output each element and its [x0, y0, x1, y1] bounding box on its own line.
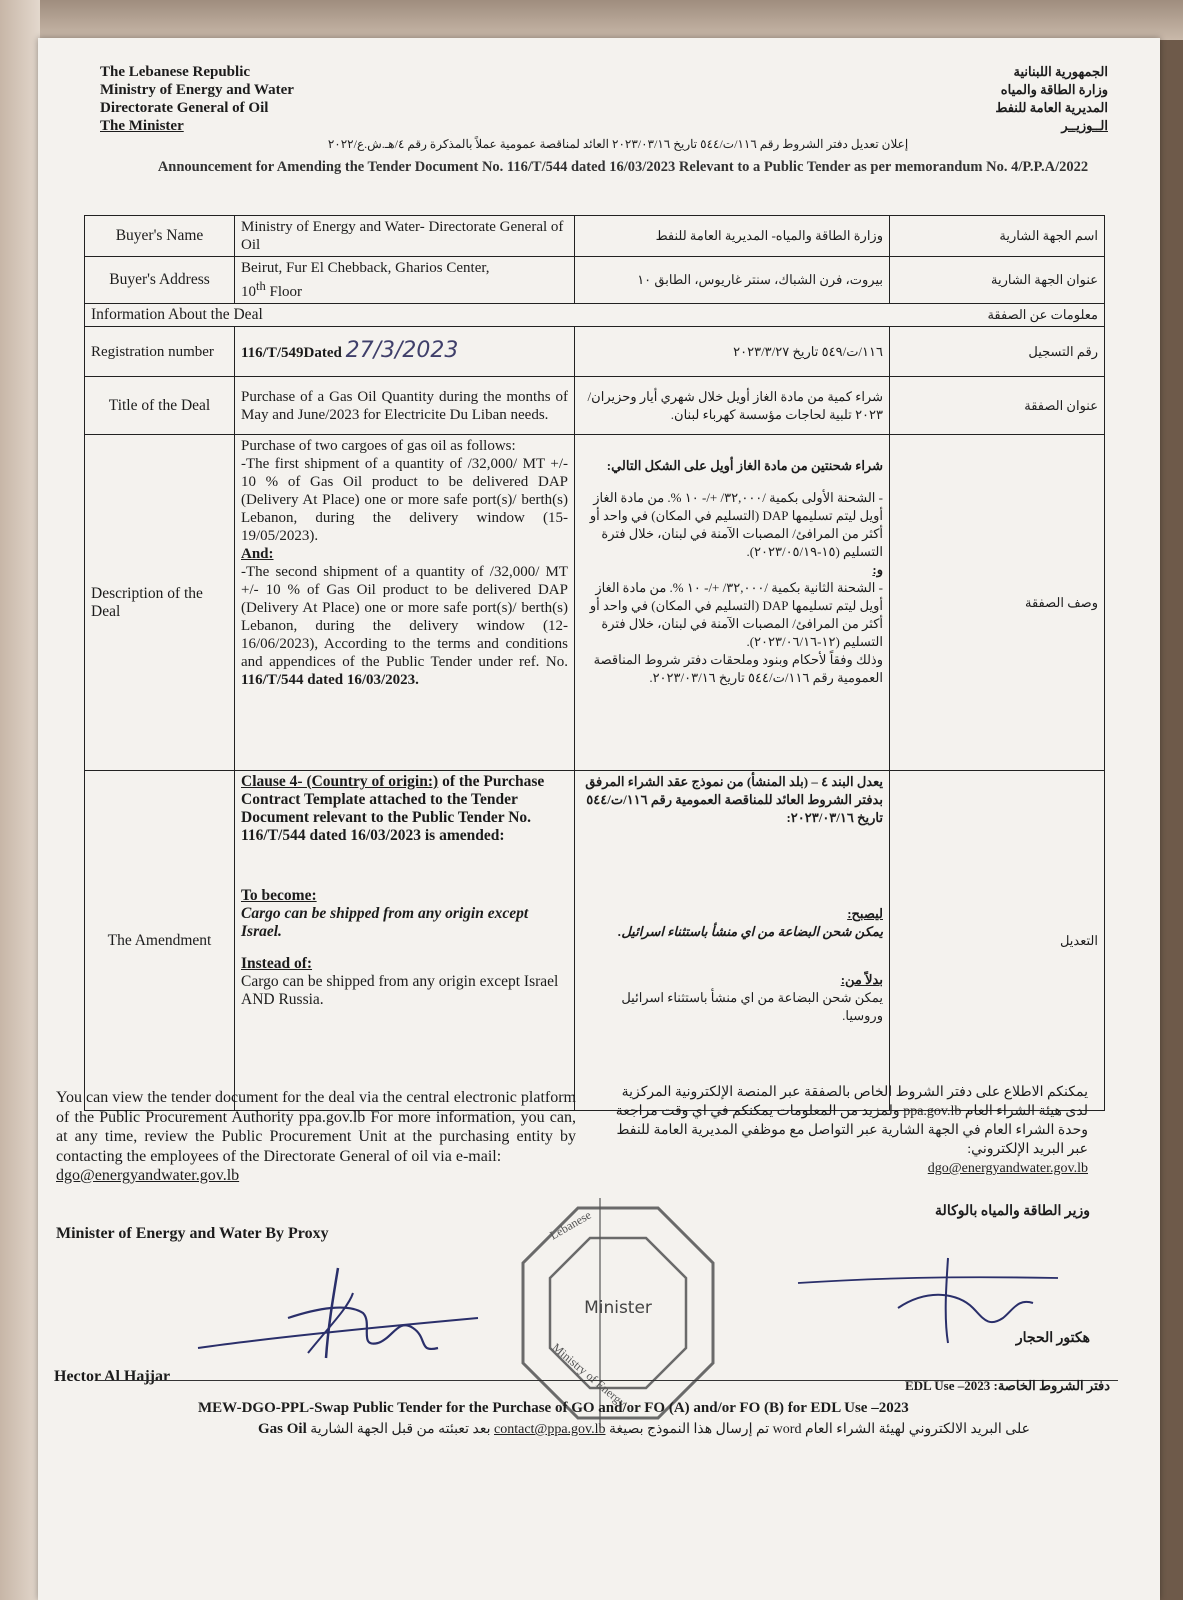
amendment-instead-label: Instead of:: [241, 955, 313, 972]
minister-title-ar: وزير الطاقة والمياه بالوكالة: [935, 1204, 1090, 1219]
header-minister: The Minister: [100, 118, 184, 134]
doc-reference: MEW-DGO-PPL-Swap Public Tender for the Purchase of GO and/or FO (A) and/or FO (B) for EDL Use –2023: [198, 1400, 909, 1416]
amendment-ar-instead-label: بدلاً من:: [840, 972, 883, 987]
description-label-ar: وصف الصفقة: [890, 435, 1105, 771]
amendment-instead-text: Cargo can be shipped from any origin except Israel AND Russia.: [241, 973, 559, 1008]
description-intro: Purchase of two cargoes of gas oil as follows:: [241, 438, 516, 454]
amendment-clause: [241, 773, 568, 845]
amendment-label: The Amendment: [85, 771, 235, 1111]
amendment-ar-instead-text: يمكن شحن البضاعة من اي منشأ باستثناء اسرائيل وروسيا.: [621, 990, 883, 1023]
registration-date-handwritten: 27/3/2023: [345, 337, 459, 363]
doc-reference-ar: دفتر الشروط الخاصة: 2023– EDL Use: [905, 1378, 1110, 1393]
description-first-shipment: -The first shipment of a quantity of /32,000/ MT +/- 10 % of Gas Oil product to be delivered DAP (Delivery At Place) one or more safe port(s)/ berth(s) Lebanon, during the delivery window (15-19/05/2023).: [241, 456, 568, 544]
minister-name-ar: هكتور الحجار: [1015, 1331, 1090, 1346]
stamp-top-text: Lebanese: [547, 1207, 594, 1243]
buyer-name-value: Ministry of Energy and Water- Directorate General of Oil: [235, 216, 575, 257]
buyer-address-floor-suffix: th: [256, 279, 266, 293]
description-ar-second: - الشحنة الثانية بكمية /٣٢,٠٠٠/ +/- ١٠ %. من مادة الغاز أويل ليتم تسليمها DAP (التسليم في المكان) في واحد أو أكثر من المرافئ/ المصبات الآمنة في لبنان، خلال فترة التسليم (١٢-٢٠٢٣/٠٦/١٦).: [589, 580, 883, 649]
background-left: [0, 0, 40, 1600]
header-ar-minister: الــوزيــر: [1061, 118, 1108, 133]
announcement-english: Announcement for Amending the Tender Document No. 116/T/544 dated 16/03/2023 Relevant to a Public Tender as per memorandum No. 4/P.P.A/2022: [157, 159, 1089, 175]
registration-dated: Dated: [303, 344, 342, 361]
document-page: [38, 38, 1160, 1600]
buyer-address-floor: Floor: [265, 284, 302, 300]
header-ar-ministry: وزارة الطاقة والمياه: [1000, 82, 1108, 97]
footer-ar-email[interactable]: dgo@energyandwater.gov.lb: [927, 1161, 1088, 1176]
minister-name: Hector Al Hajjar: [54, 1368, 171, 1385]
amendment-value-ar: [575, 771, 890, 1111]
row-description: [85, 435, 1105, 771]
title-value: Purchase of a Gas Oil Quantity during the months of May and June/2023 for Electricite Du Liban needs.: [235, 377, 575, 435]
registration-label: Registration number: [85, 327, 235, 377]
contact-email[interactable]: contact@ppa.gov.lb: [494, 1422, 606, 1437]
buyer-name-value-ar: وزارة الطاقة والمياه- المديرية العامة للنفط: [575, 216, 890, 257]
header-ar-directorate: المديرية العامة للنفط: [995, 100, 1108, 115]
amendment-label-ar: التعديل: [890, 771, 1105, 1111]
header-english: [100, 63, 294, 135]
buyer-address-label-ar: عنوان الجهة الشارية: [890, 257, 1105, 304]
registration-label-ar: رقم التسجيل: [890, 327, 1105, 377]
title-value-ar: شراء كمية من مادة الغاز أويل خلال شهري أيار وحزيران/٢٠٢٣ تلبية لحاجات مؤسسة كهرباء لبنان.: [575, 377, 890, 435]
amendment-clause-title: Clause 4- (Country of origin:): [241, 773, 439, 790]
row-buyer-address: [85, 257, 1105, 304]
info-cell: [85, 304, 1105, 327]
header-arabic: [995, 63, 1108, 135]
amendment-ar-become-text: يمكن شحن البضاعة من اي منشأ باستثناء اسرائيل.: [618, 924, 883, 939]
description-value: [235, 435, 575, 771]
description-label: Description of the Deal: [85, 435, 235, 771]
description-value-ar: [575, 435, 890, 771]
buyer-address-value-ar: بيروت، فرن الشباك، سنتر غاريوس، الطابق ١٠: [575, 257, 890, 304]
buyer-address-street: Beirut, Fur El Chebback, Gharios Center,: [241, 260, 490, 276]
title-label: Title of the Deal: [85, 377, 235, 435]
header-ministry: Ministry of Energy and Water: [100, 82, 294, 98]
footer-arabic: [598, 1083, 1088, 1178]
amendment-become-label: To become:: [241, 887, 317, 904]
send-note: [258, 1421, 1030, 1438]
buyer-address-floor-number: 10: [241, 284, 256, 300]
info-label-ar: معلومات عن الصفقة: [987, 307, 1098, 322]
buyer-name-label: Buyer's Name: [85, 216, 235, 257]
description-ar-intro: شراء شحنتين من مادة الغاز أويل على الشكل التالي:: [606, 458, 883, 473]
registration-value-ar: ١١٦/ت/٥٤٩ تاريخ ٢٠٢٣/٣/٢٧: [575, 327, 890, 377]
registration-number: 116/T/549: [241, 344, 304, 361]
amendment-clause-text: of the Purchase Contract Template attached to the Tender Document relevant to the Public Tender No. 116/T/544 dated 16/03/2023 is amended:: [241, 773, 545, 844]
footer-ar-text: يمكنكم الاطلاع على دفتر الشروط الخاص بالصفقة عبر المنصة الإلكترونية المركزية لدى هيئة الشراء العام ppa.gov.lb ولمزيد من المعلومات يمكنكم في اي وقت مراجعة وحدة الشراء العام في الجهة الشارية عبر التواصل مع موظفي المديرية العامة للنفط عبر البريد الإلكتروني:: [615, 1085, 1088, 1157]
info-label: Information About the Deal: [91, 306, 263, 323]
amendment-value: [235, 771, 575, 1111]
row-buyer-name: [85, 216, 1105, 257]
buyer-name-label-ar: اسم الجهة الشارية: [890, 216, 1105, 257]
announcement-arabic: إعلان تعديل دفتر الشروط رقم ١١٦/ت/٥٤٤ تاريخ ٢٠٢٣/٠٣/١٦ العائد لمناقصة عمومية عملاً بالمذكرة رقم ٤/هـ.ش.ع/٢٠٢٢: [327, 137, 909, 151]
footer-english: [56, 1088, 576, 1186]
title-label-ar: عنوان الصفقة: [890, 377, 1105, 435]
description-ar-and: و:: [872, 562, 883, 577]
description-ar-terms: وذلك وفقاً لأحكام وبنود وملحقات دفتر شروط المناقصة العمومية رقم ١١٦/ت/٥٤٤ تاريخ ٢٠٢٣/٠٣/١٦.: [593, 652, 883, 685]
background-top: [0, 0, 1183, 40]
deal-table: [84, 215, 1105, 1111]
row-amendment: [85, 771, 1105, 1111]
header-republic: The Lebanese Republic: [100, 64, 251, 80]
description-second-shipment: [241, 563, 568, 689]
footer-en-email[interactable]: dgo@energyandwater.gov.lb: [56, 1167, 240, 1184]
row-title: [85, 377, 1105, 435]
description-and: And:: [241, 546, 274, 562]
buyer-address-value: [235, 257, 575, 304]
footer-en-text: You can view the tender document for the deal via the central electronic platform of the Public Procurement Authority ppa.gov.lb For more information, you can, at any time, review the Public Procurement Unit at the purchasing entity by contacting the employees of the Directorate General of oil via e-mail:: [56, 1089, 576, 1165]
stamp-center-text: Minister: [584, 1298, 652, 1318]
registration-value: [235, 327, 575, 377]
row-registration: [85, 327, 1105, 377]
send-note-ar2: بعد تعبئته من قبل الجهة الشارية: [310, 1422, 491, 1437]
description-ar-first: - الشحنة الأولى بكمية /٣٢,٠٠٠/ +/- ١٠ %. من مادة الغاز أويل ليتم تسليمها DAP (التسليم في المكان) في واحد أو أكثر من المرافئ/ المصبات الآمنة في لبنان، خلال فترة التسليم (١٥-٢٠٢٣/٠٥/١٩).: [589, 490, 883, 559]
amendment-become-text: Cargo can be shipped from any origin except Israel.: [241, 905, 529, 940]
signature-left: [188, 1258, 488, 1368]
amendment-ar-clause: يعدل البند ٤ – (بلد المنشأ) من نموذج عقد الشراء المرفق بدفتر الشروط العائد للمناقصة العمومية رقم ١١٦/ت/٥٤٤ تاريخ ٢٠٢٣/٠٣/١٦:: [585, 774, 883, 825]
description-second-shipment-text: -The second shipment of a quantity of /32,000/ MT +/- 10 % of Gas Oil product to be delivered DAP (Delivery At Place) one or more safe port(s)/ berth(s) Lebanon, during the delivery window (12-16/06/2023), According to the terms and conditions and appendices of the Public Tender under ref. No.: [241, 564, 568, 670]
row-info: [85, 304, 1105, 327]
stamp-bottom-text: Ministry of Energy: [549, 1340, 629, 1410]
official-stamp: [518, 1198, 718, 1428]
amendment-ar-become-label: ليصبح:: [847, 906, 883, 921]
header-directorate: Directorate General of Oil: [100, 100, 269, 116]
minister-title: Minister of Energy and Water By Proxy: [56, 1225, 329, 1242]
send-note-ar: تم إرسال هذا النموذج بصيغة word على البريد الالكتروني لهيئة الشراء العام: [609, 1422, 1030, 1437]
buyer-address-label: Buyer's Address: [85, 257, 235, 304]
header-ar-republic: الجمهورية اللبنانية: [1013, 64, 1108, 79]
gas-oil-label: Gas Oil: [258, 1421, 307, 1437]
description-ref: 116/T/544 dated 16/03/2023.: [241, 672, 419, 688]
